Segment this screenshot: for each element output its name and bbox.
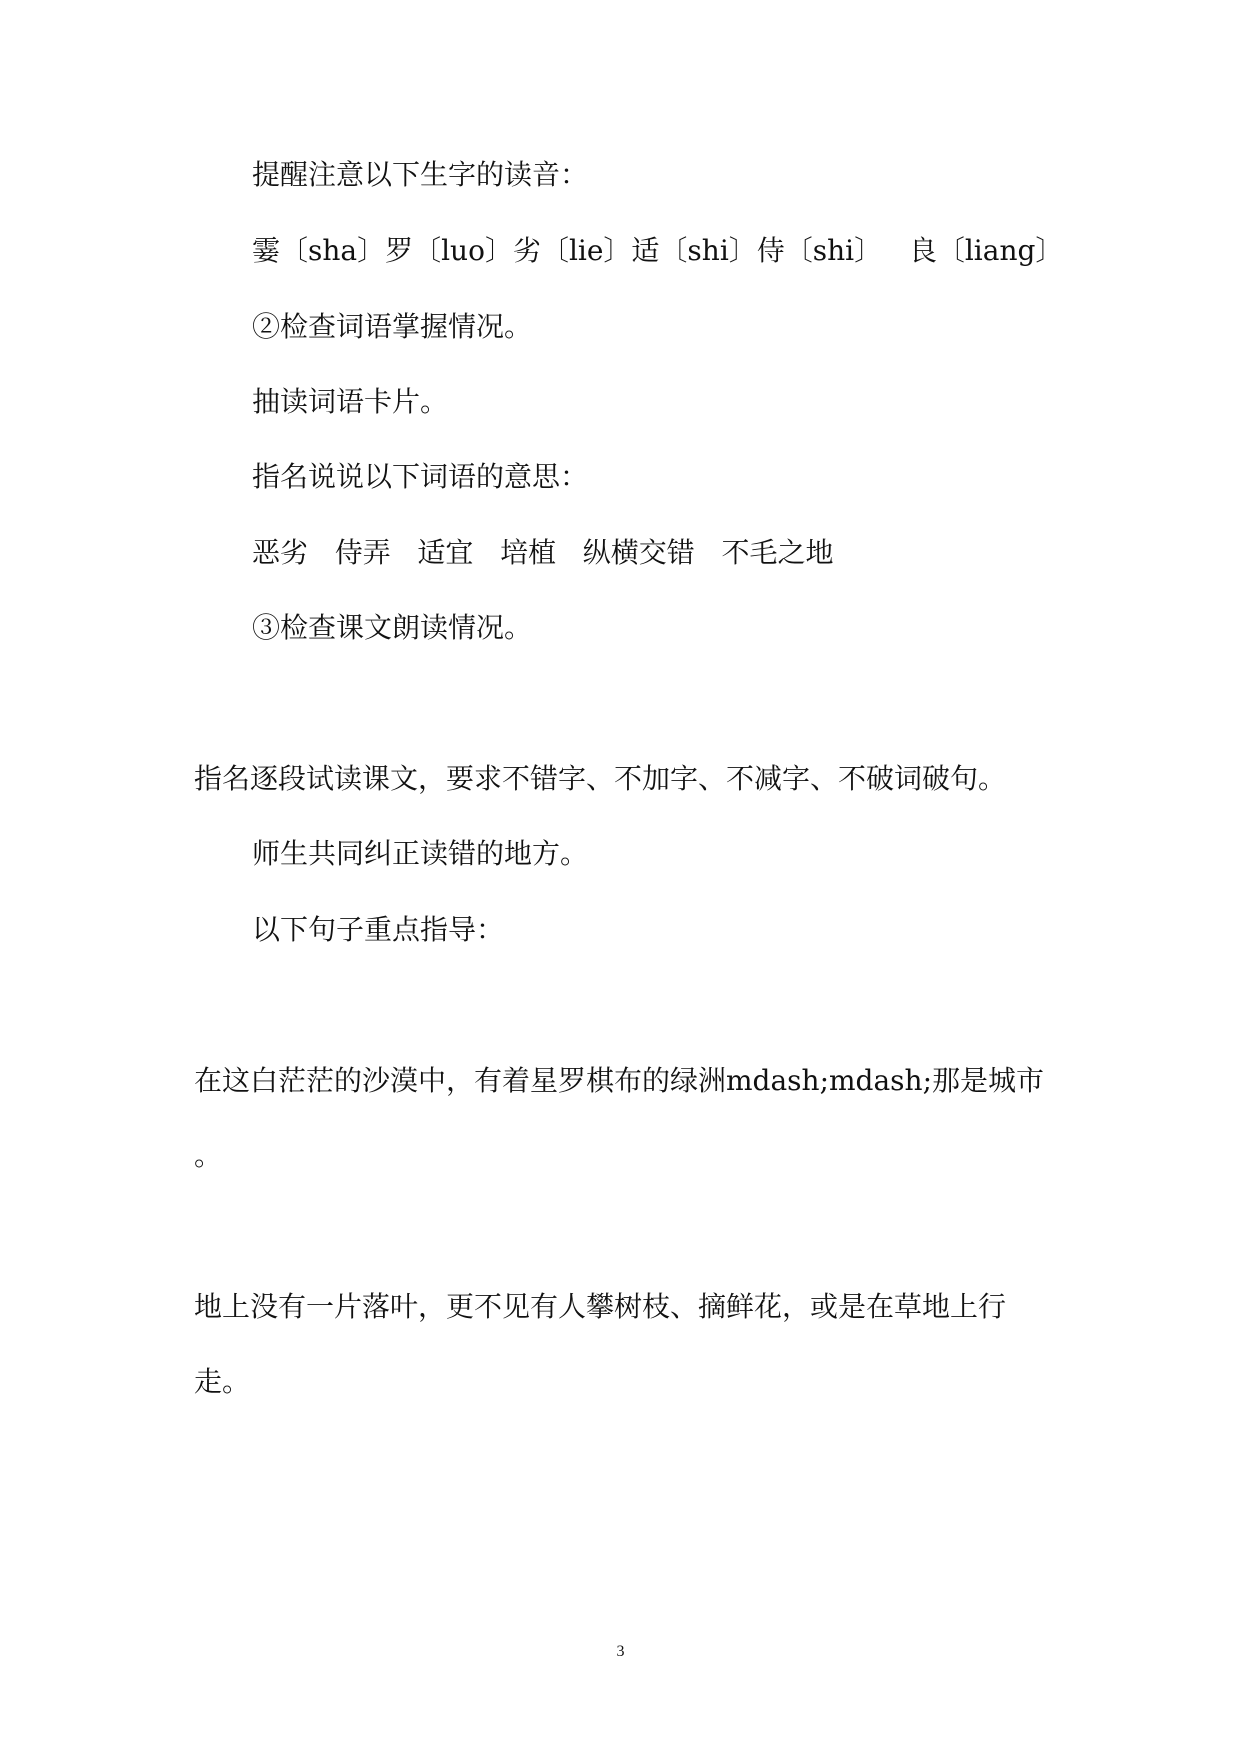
reading-reminder-heading: 提醒注意以下生字的读音： <box>252 158 589 191</box>
correction-note: 师生共同纠正读错的地方。 <box>252 837 589 870</box>
key-sentences-heading: 以下句子重点指导： <box>252 913 505 946</box>
page-number: 3 <box>616 1643 625 1660</box>
sentence-no-fallen-leaves: 地上没有一片落叶，更不见有人攀树枝、摘鲜花，或是在草地上行 <box>194 1290 1007 1323</box>
vocabulary-list: 恶劣 侍弄 适宜 培植 纵横交错 不毛之地 <box>252 536 834 569</box>
pinyin-characters-line: 霎〔sha〕罗〔luo〕劣〔lie〕适〔shi〕侍〔shi〕 良〔liang〕 <box>252 234 1064 267</box>
check-vocabulary-step: ②检查词语掌握情况。 <box>252 310 533 343</box>
sentence-desert-oasis-end: 。 <box>194 1139 223 1172</box>
word-card-reading: 抽读词语卡片。 <box>252 385 449 418</box>
word-meaning-prompt: 指名说说以下词语的意思： <box>252 460 589 493</box>
paragraph-reading-requirement: 指名逐段试读课文，要求不错字、不加字、不减字、不破词破句。 <box>194 762 1007 795</box>
check-reading-step: ③检查课文朗读情况。 <box>252 611 533 644</box>
sentence-no-fallen-leaves-end: 走。 <box>194 1365 251 1398</box>
sentence-desert-oasis: 在这白茫茫的沙漠中，有着星罗棋布的绿洲mdash;mdash;那是城市 <box>194 1064 1045 1097</box>
